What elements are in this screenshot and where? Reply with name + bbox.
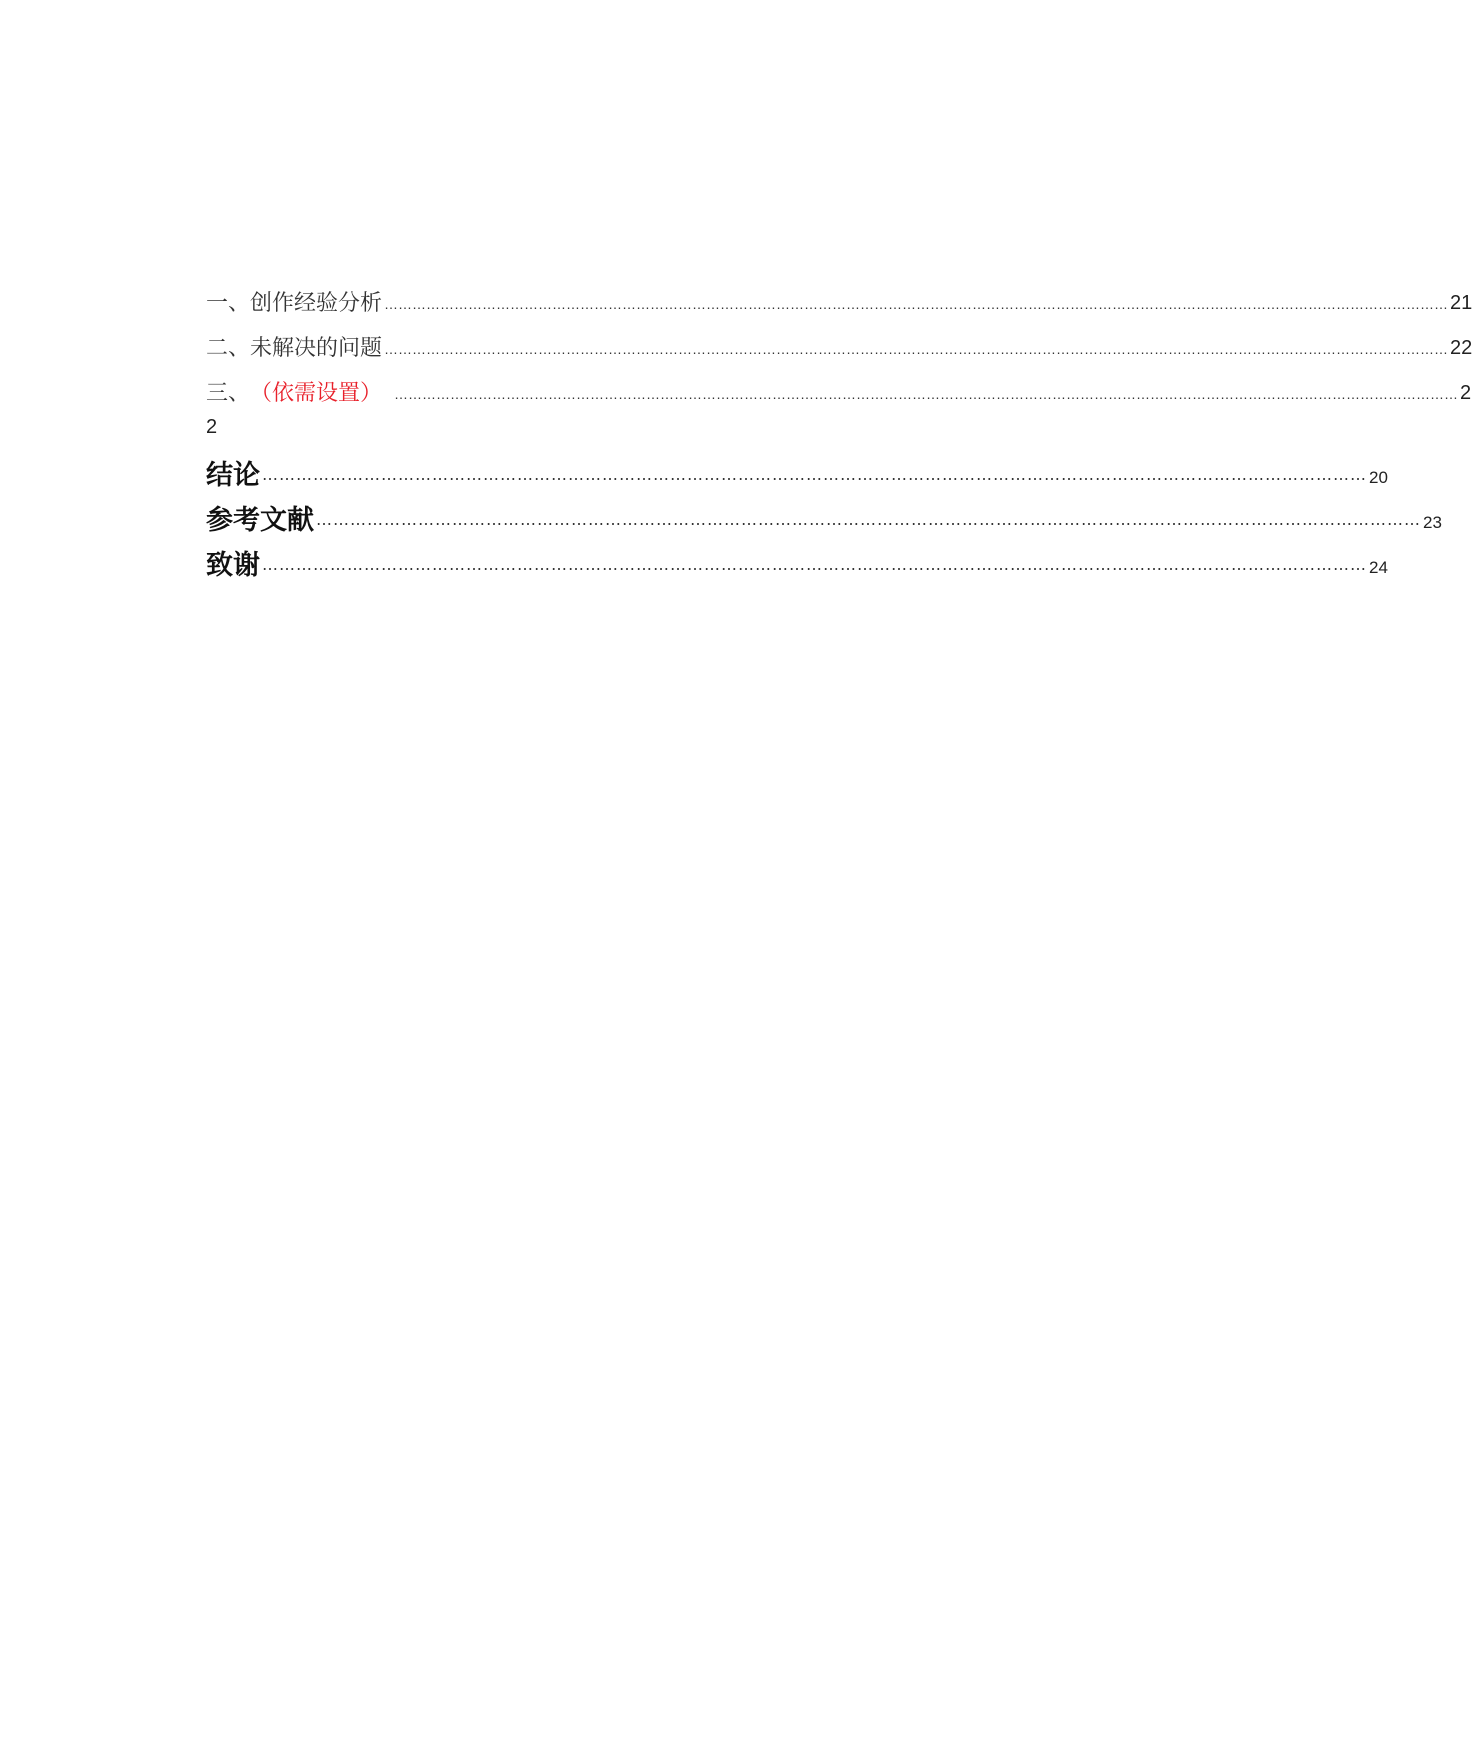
toc-page-number: 2 [1460, 382, 1472, 404]
toc-entry-number: 二、 [206, 336, 251, 361]
table-of-contents [206, 272, 1472, 582]
toc-entry-acknowledgements[interactable] [206, 537, 1388, 582]
toc-leader-dots: ………………………………………………………………………………………………………………………………………………………………………………………………………… [384, 296, 1449, 312]
toc-entry-references[interactable] [206, 492, 1442, 537]
toc-leader-dots: ………………………………………………………………………………………………………………………………………………………………………………………………………… [394, 386, 1459, 402]
toc-page-number: 22 [1450, 337, 1472, 359]
toc-entry-label: 参考文献 [206, 505, 314, 536]
toc-entry-label: 致谢 [206, 550, 260, 581]
toc-entry-creative-experience[interactable] [206, 272, 1472, 317]
toc-page-number: 23 [1423, 513, 1442, 532]
toc-page-number: 24 [1369, 558, 1388, 577]
toc-entry-unsolved-problems[interactable] [206, 317, 1472, 362]
toc-entry-label: 创作经验分析 [250, 291, 383, 316]
toc-leader-dots: …………………………………………………………………………………………………………………………………………………………………………… [262, 555, 1367, 574]
toc-leader-dots: ………………………………………………………………………………………………………………………………………………………………………………………………………… [384, 341, 1449, 357]
toc-entry-label: 结论 [206, 460, 260, 491]
toc-entry-conclusion[interactable] [206, 447, 1388, 492]
toc-entry-optional[interactable] [206, 362, 1472, 407]
toc-entry-label: 未解决的问题 [250, 336, 383, 361]
toc-page-number: 20 [1369, 468, 1388, 487]
toc-wrapped-page-number: 2 [206, 415, 218, 438]
toc-entry-number: 一、 [206, 291, 251, 316]
toc-leader-dots: …………………………………………………………………………………………………………………………………………………………………………… [316, 510, 1421, 529]
toc-page-number: 21 [1450, 292, 1472, 314]
toc-entry-number: 三、 [206, 381, 251, 406]
toc-leader-dots: …………………………………………………………………………………………………………………………………………………………………………… [262, 465, 1367, 484]
toc-entry-label-placeholder: （依需设置） [250, 381, 383, 406]
